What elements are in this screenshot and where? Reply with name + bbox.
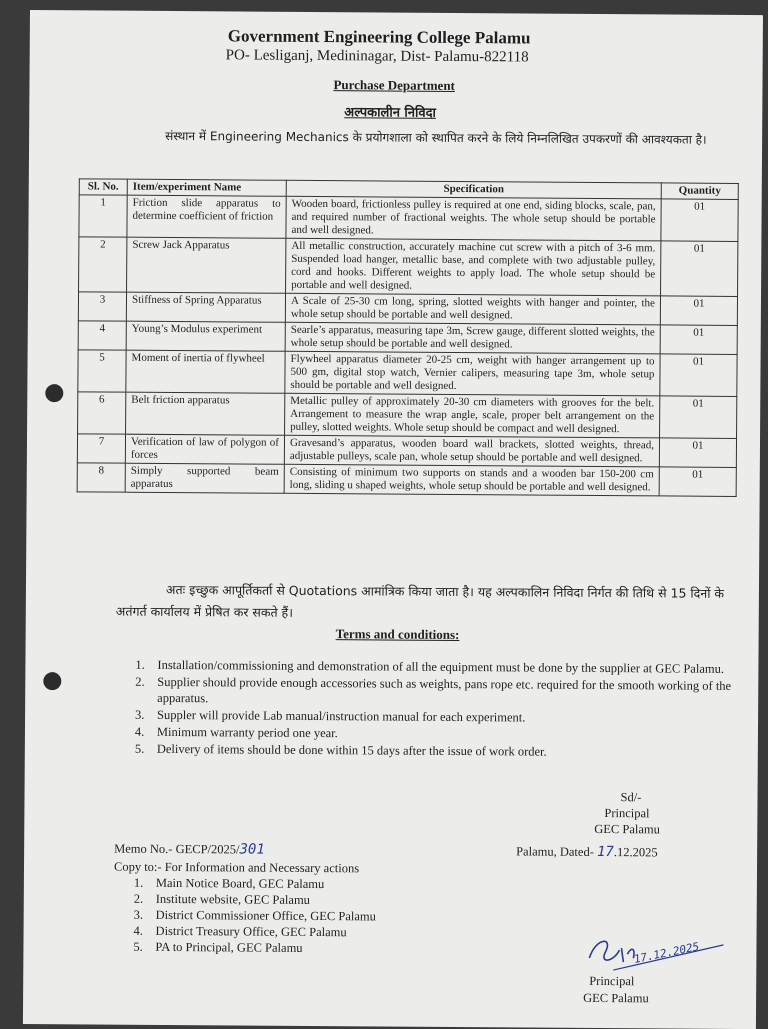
cell-sl: 3 [78, 292, 126, 321]
cell-sl: 5 [78, 350, 126, 392]
cell-qty: 01 [659, 438, 736, 468]
equipment-table [77, 178, 739, 497]
item-text: Installation/commissioning and demonstration of all the equipment must be done by the supplier at GEC Palamu. [157, 657, 725, 676]
header-item: Item/experiment Name [127, 179, 286, 196]
table-row [78, 321, 737, 355]
sd-mark: Sd/- [620, 790, 642, 805]
memo-label: Memo No.- GECP/2025/ [114, 841, 240, 857]
list-item [113, 939, 375, 957]
item-number: 1. [135, 657, 145, 672]
table-row [78, 292, 737, 326]
item-number: 1. [133, 875, 144, 890]
cell-qty: 01 [661, 241, 738, 297]
cell-sl: 2 [79, 237, 127, 292]
cell-spec: All metallic construction, accurately machine cut screw with a pitch of 3-6 mm. Suspended load hanger, metallic base, and complete with two adjustable pulley, cord and hooks. Different weights to apply load. The whole setup should be portable and well designed. [286, 238, 661, 296]
cell-qty: 01 [660, 296, 737, 326]
punch-hole [43, 672, 61, 690]
cell-sl: 7 [77, 434, 125, 463]
terms-list [135, 657, 736, 762]
college-name: Government Engineering College Palamu [227, 26, 531, 48]
punch-hole [45, 384, 63, 402]
header-specification: Specification [286, 180, 661, 199]
cell-qty: 01 [660, 396, 737, 439]
cell-item: Moment of inertia of flywheel [126, 350, 285, 393]
item-text: District Treasury Office, GEC Palamu [155, 923, 347, 940]
dated-line [516, 843, 658, 860]
item-text: Main Notice Board, GEC Palamu [155, 875, 325, 892]
cell-qty: 01 [660, 325, 737, 355]
cell-spec: Metallic pulley of approximately 20-30 cm diameters with grooves for the belt. Arrangement to measure the wrap angle, scale, proper belt arrangement on the pulley, slotted weights. Whole setup should be compact and well designed. [285, 393, 660, 438]
copy-to-label: Copy to:- For Information and Necessary actions [113, 859, 360, 876]
item-text: Suppler will provide Lab manual/instruction manual for each experiment. [157, 707, 526, 725]
dated-handwritten-day: 17 [596, 843, 614, 861]
cell-item: Verification of law of polygon of forces [125, 434, 284, 464]
notice-page [23, 10, 763, 1029]
table-row [79, 237, 738, 297]
cell-item: Simply supported beam apparatus [125, 463, 284, 493]
item-text: District Commissioner Office, GEC Palamu [155, 907, 376, 924]
cell-sl: 6 [78, 392, 126, 434]
cell-spec: Searle’s apparatus, measuring tape 3m, Screw gauge, different slotted weights, the whole setup should be portable and well designed. [285, 322, 660, 354]
cell-spec: Flywheel apparatus diameter 20-25 cm, weight with hanger arrangement up to 500 gm, digital stop watch, Vernier calipers, measuring tape 3m, whole setup should be portable and well designed. [285, 351, 660, 396]
cell-spec: A Scale of 25-30 cm long, spring, slotted weights with hanger and pointer, the whole setup should be portable and well designed. [285, 293, 660, 325]
item-number: 5. [134, 741, 145, 756]
item-number: 5. [133, 939, 143, 954]
table-row [77, 434, 736, 468]
cell-item: Friction slide apparatus to determine coefficient of friction [127, 195, 286, 238]
cell-sl: 4 [78, 321, 126, 350]
terms-title: Terms and conditions: [335, 626, 460, 643]
cell-sl: 1 [79, 195, 127, 237]
handwritten-sign-date: 17.12.2025 [632, 939, 701, 966]
item-number: 2. [133, 891, 144, 906]
notice-title: अल्पकालीन निविदा [344, 105, 436, 121]
table-row [78, 392, 737, 439]
table-row [78, 350, 737, 397]
list-item [114, 907, 376, 925]
list-item [135, 674, 735, 710]
cell-qty: 01 [660, 354, 737, 397]
cell-qty: 01 [659, 467, 736, 497]
header-quantity: Quantity [661, 183, 738, 200]
item-text: PA to Principal, GEC Palamu [155, 939, 303, 955]
list-item [114, 923, 376, 941]
signatory-title: Principal [604, 806, 650, 821]
memo-handwritten-number: 301 [239, 841, 265, 858]
cell-spec: Wooden board, frictionless pulley is required at one end, siding blocks, scale, pan, and required number of fractional weights. The whole setup should be portable and well designed. [286, 196, 661, 241]
copy-to-block [113, 859, 376, 957]
final-signatory-title: Principal [589, 973, 635, 989]
dated-label: Palamu, Dated- [516, 844, 594, 859]
item-number: 4. [133, 923, 143, 938]
final-signatory-org: GEC Palamu [583, 990, 649, 1006]
table-row [77, 463, 736, 497]
item-text: Delivery of items should be done within 15 days after the issue of work order. [156, 741, 547, 759]
cell-item: Young’s Modulus experiment [126, 321, 285, 351]
cell-qty: 01 [661, 199, 738, 242]
memo-number [114, 841, 265, 858]
list-item [135, 741, 735, 761]
dated-rest: .12.2025 [613, 845, 658, 860]
cell-spec: Gravesand’s apparatus, wooden board wall brackets, slotted weights, thread, adjustable pulleys, scale pan, whole setup should be portable and well designed. [284, 435, 659, 467]
cell-item: Screw Jack Apparatus [127, 237, 286, 293]
signatory-org: GEC Palamu [594, 821, 660, 837]
list-item [114, 875, 376, 893]
item-number: 3. [135, 707, 145, 722]
item-number: 3. [133, 907, 144, 922]
department-heading: Purchase Department [333, 77, 455, 93]
cell-item: Stiffness of Spring Apparatus [126, 292, 285, 322]
item-text: Institute website, GEC Palamu [155, 891, 310, 907]
item-text: Minimum warranty period one year. [156, 724, 338, 741]
cell-sl: 8 [77, 463, 125, 492]
quotation-paragraph: अतः इच्छुक आपूर्तिकर्ता से Quotations आमांत्रिक किया जाता है। यह अल्पकालिन निविदा निर्गत की तिथि से 15 दिनों के अतंगर्त कार्यालय में प्रेषित कर सकते हैं। [115, 581, 725, 620]
item-text: Supplier should provide enough accessories such as weights, pans rope etc. required for the smooth working of the apparatus. [157, 674, 732, 706]
item-number: 4. [134, 724, 145, 739]
intro-paragraph: संस्थान में Engineering Mechanics के प्रयोगशाला को स्थापित करने के लिये निम्नलिखित उपकरणों की आवश्यकता है। [165, 128, 707, 147]
table-row [79, 195, 738, 242]
header-sl-no: Sl. No. [79, 179, 127, 195]
college-address: PO- Lesliganj, Medininagar, Dist- Palamu-822118 [225, 47, 529, 66]
list-item [114, 891, 376, 909]
cell-spec: Consisting of minimum two supports on stands and a wooden bar 150-200 cm long, sliding u shaped weights, whole setup should be portable and well designed. [284, 464, 659, 496]
item-number: 2. [135, 674, 145, 689]
cell-item: Belt friction apparatus [126, 392, 285, 435]
